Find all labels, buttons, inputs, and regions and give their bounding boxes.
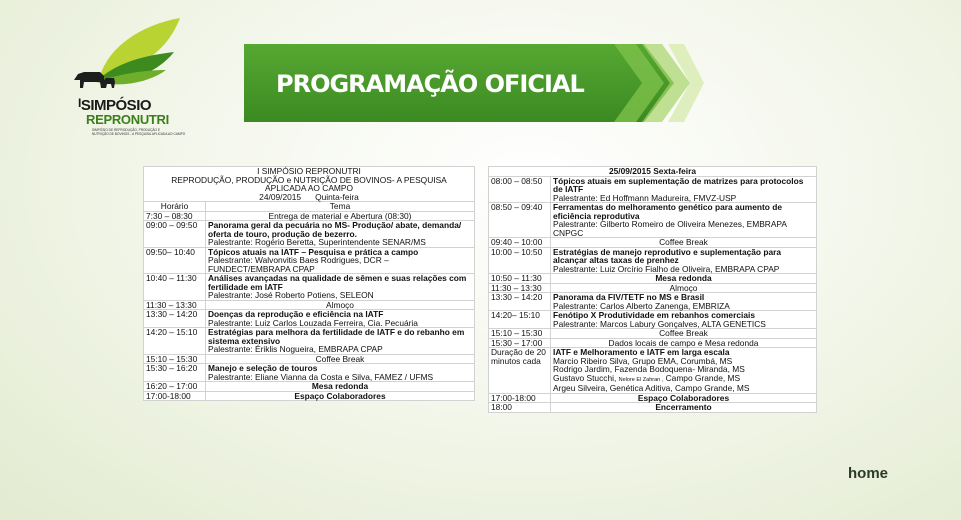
table-row	[144, 328, 475, 355]
time-cell: 11:30 – 13:30	[489, 283, 551, 293]
speaker: Palestrante: Luiz Orcírio Fialho de Oliveira, EMBRAPA CPAP	[553, 263, 780, 274]
topic-cell: Encerramento	[551, 403, 817, 413]
topic-cell	[551, 311, 817, 329]
talk-title: IATF e Melhoramento e IATF em larga escala	[553, 347, 730, 357]
table-row	[144, 391, 475, 401]
time-cell: 16:20 – 17:00	[144, 382, 206, 392]
logo-title-number: I	[78, 96, 81, 110]
topic-cell	[206, 310, 475, 328]
table-row	[489, 348, 817, 394]
topic-cell: Coffee Break	[551, 238, 817, 248]
time-cell: 17:00-18:00	[144, 391, 206, 401]
table-row	[489, 311, 817, 329]
speaker: Marcio Ribeiro Silva, Grupo EMA, Corumbá, MS	[553, 355, 733, 366]
time-cell: Duração de 20 minutos cada	[489, 348, 551, 394]
time-cell: 13:30 – 14:20	[144, 310, 206, 328]
topic-cell: Coffee Break	[551, 329, 817, 339]
topic-cell: Espaço Colaboradores	[206, 391, 475, 401]
talk-title: Ferramentas do melhoramento genético para aumento de eficiência reprodutiva	[553, 202, 782, 221]
time-cell: 08:00 – 08:50	[489, 176, 551, 203]
logo-caption	[92, 128, 184, 136]
talk-title: Panorama da FIV/TETF no MS e Brasil	[553, 292, 705, 302]
table-header: 25/09/2015 Sexta-feira	[489, 167, 817, 177]
speaker: Argeu Silveira, Genética Aditiva, Campo Grande, MS	[553, 383, 750, 393]
table-row	[144, 310, 475, 328]
topic-cell	[206, 274, 475, 301]
table-row	[489, 176, 817, 203]
speaker: Palestrante: Rogério Beretta, Superintendente SENAR/MS	[208, 237, 426, 247]
table-header-line: REPRODUÇÃO, PRODUÇÃO e NUTRIÇÃO DE BOVINOS- A PESQUISA	[171, 174, 447, 185]
topic-cell	[206, 364, 475, 382]
time-cell: 13:30 – 14:20	[489, 293, 551, 311]
table-row	[489, 238, 817, 248]
table-row	[144, 167, 475, 202]
speaker: Palestrante: Marcos Labury Gonçalves, ALTA GENETICS	[553, 318, 766, 329]
topic-cell	[206, 328, 475, 355]
table-header-line: APLICADA AO CAMPO	[265, 183, 353, 193]
topic-cell: Espaço Colaboradores	[551, 393, 817, 403]
speaker: Palestrante: Walvonvitis Baes Rodrigues, DCR – FUNDECT/EMBRAPA CPAP	[208, 255, 389, 274]
logo-title-text: SIMPÓSIO	[80, 97, 152, 114]
talk-title: Estratégias para melhora da fertilidade de IATF e do rebanho em sistema extensivo	[208, 327, 465, 346]
time-cell: 14:20 – 15:10	[144, 328, 206, 355]
time-cell: 14:20– 15:10	[489, 311, 551, 329]
topic-cell: Mesa redonda	[551, 274, 817, 284]
topic-cell: Coffee Break	[206, 354, 475, 364]
table-row	[489, 274, 817, 284]
time-cell: 17:00-18:00	[489, 393, 551, 403]
topic-cell	[551, 203, 817, 238]
time-cell: 15:30 – 17:00	[489, 338, 551, 348]
talk-title: Tópicos atuais em suplementação de matrizes para protocolos de IATF	[553, 175, 804, 194]
speaker: Palestrante: Ériklis Nogueira, EMBRAPA CPAP	[208, 344, 383, 354]
topic-cell	[206, 247, 475, 274]
topic-cell: Almoço	[206, 300, 475, 310]
time-cell: 15:30 – 16:20	[144, 364, 206, 382]
time-cell: 18:00	[489, 403, 551, 413]
table-header-line: I SIMPÓSIO REPRONUTRI	[257, 166, 361, 176]
weekday: Quinta-feira	[315, 191, 359, 202]
time-cell: 09:00 – 09:50	[144, 221, 206, 248]
table-row	[489, 167, 817, 177]
speaker-location: Campo Grande, MS	[665, 372, 741, 383]
table-row	[489, 393, 817, 403]
table-row	[144, 274, 475, 301]
time-cell: 09:50– 10:40	[144, 247, 206, 274]
speaker: Palestrante: José Roberto Potiens, SELEON	[208, 290, 374, 300]
time-cell: 08:50 – 09:40	[489, 203, 551, 238]
topic-cell	[206, 221, 475, 248]
logo-subtitle: REPRONUTRI	[86, 112, 169, 127]
time-cell: 15:10 – 15:30	[489, 329, 551, 339]
table-row	[489, 203, 817, 238]
speaker: Palestrante: Luiz Carlos Louzada Ferreira, Cia. Pecuária	[208, 317, 418, 328]
speaker-org: Nelore El Zahran ,	[618, 376, 664, 383]
topic-cell	[551, 348, 817, 394]
speaker-name: Gustavo Stucchi,	[553, 372, 617, 383]
table-row	[144, 221, 475, 248]
home-link[interactable]: home	[848, 465, 889, 482]
time-cell: 10:50 – 11:30	[489, 274, 551, 284]
date: 24/09/2015	[259, 191, 302, 202]
talk-title: Panorama geral da pecuária no MS- Produção/ abate, demanda/ oferta de touro, produção de bezerro.	[208, 220, 462, 239]
topic-cell: Dados locais de campo e Mesa redonda	[551, 338, 817, 348]
speaker: Rodrigo Jardim, Fazenda Bodoquena- Miranda, MS	[553, 364, 745, 374]
speaker: Palestrante: Ed Hoffmann Madureira, FMVZ-USP	[553, 192, 737, 203]
topic-cell: Mesa redonda	[206, 382, 475, 392]
topic-cell	[551, 293, 817, 311]
table-row	[489, 247, 817, 274]
time-cell: 10:40 – 11:30	[144, 274, 206, 301]
speaker: Palestrante: Carlos Alberto Zanenga, EMBRIZA	[553, 300, 730, 311]
time-cell: 09:40 – 10:00	[489, 238, 551, 248]
logo-caption-line: SIMPÓSIO DE REPRODUÇÃO, PRODUÇÃO E	[92, 128, 161, 132]
talk-title: Tópicos atuais na IATF – Pesquisa e prática a campo	[208, 246, 419, 257]
table-row	[144, 382, 475, 392]
time-cell: 15:10 – 15:30	[144, 354, 206, 364]
talk-title: Doenças da reprodução e eficiência na IATF	[208, 309, 384, 319]
topic-cell: Entrega de material e Abertura (08:30)	[206, 211, 475, 221]
logo	[70, 14, 190, 136]
talk-title: Análises avançadas na qualidade de sêmen e suas relações com fertilidade em IATF	[208, 273, 467, 292]
column-header-topic: Tema	[206, 202, 475, 212]
topic-cell	[551, 247, 817, 274]
column-header-time: Horário	[144, 202, 206, 212]
talk-title: Manejo e seleção de touros	[208, 363, 318, 373]
table-header-date	[146, 193, 472, 202]
table-row	[144, 202, 475, 212]
topic-cell	[551, 176, 817, 203]
schedule-table-day2	[488, 166, 817, 413]
logo-caption-line: NUTRIÇÃO DE BOVINOS - A PESQUISA APLICADA AO CAMPO	[92, 132, 186, 136]
page-banner	[244, 44, 704, 122]
time-cell: 10:00 – 10:50	[489, 247, 551, 274]
table-row	[144, 364, 475, 382]
talk-title: Estratégias de manejo reprodutivo e suplementação para alcançar altas taxas de prenhez	[553, 246, 782, 265]
schedule-table-day1	[143, 166, 475, 401]
table-row	[489, 293, 817, 311]
table-header	[144, 167, 475, 202]
table-row	[489, 329, 817, 339]
talk-title: Fenótipo X Produtividade em rebanhos comerciais	[553, 310, 755, 320]
speaker: Palestrante: Eliane Vianna da Costa e Silva, FAMEZ / UFMS	[208, 371, 434, 382]
time-cell: 11:30 – 13:30	[144, 300, 206, 310]
time-cell: 7:30 – 08:30	[144, 211, 206, 221]
topic-cell: Almoço	[551, 283, 817, 293]
page-title: PROGRAMAÇÃO OFICIAL	[276, 70, 584, 98]
table-row	[144, 247, 475, 274]
leaf-logo-icon	[70, 14, 190, 104]
speaker: Palestrante: Gilberto Romeiro de Oliveira Menezes, EMBRAPA CNPGC	[553, 219, 787, 238]
table-row	[489, 403, 817, 413]
